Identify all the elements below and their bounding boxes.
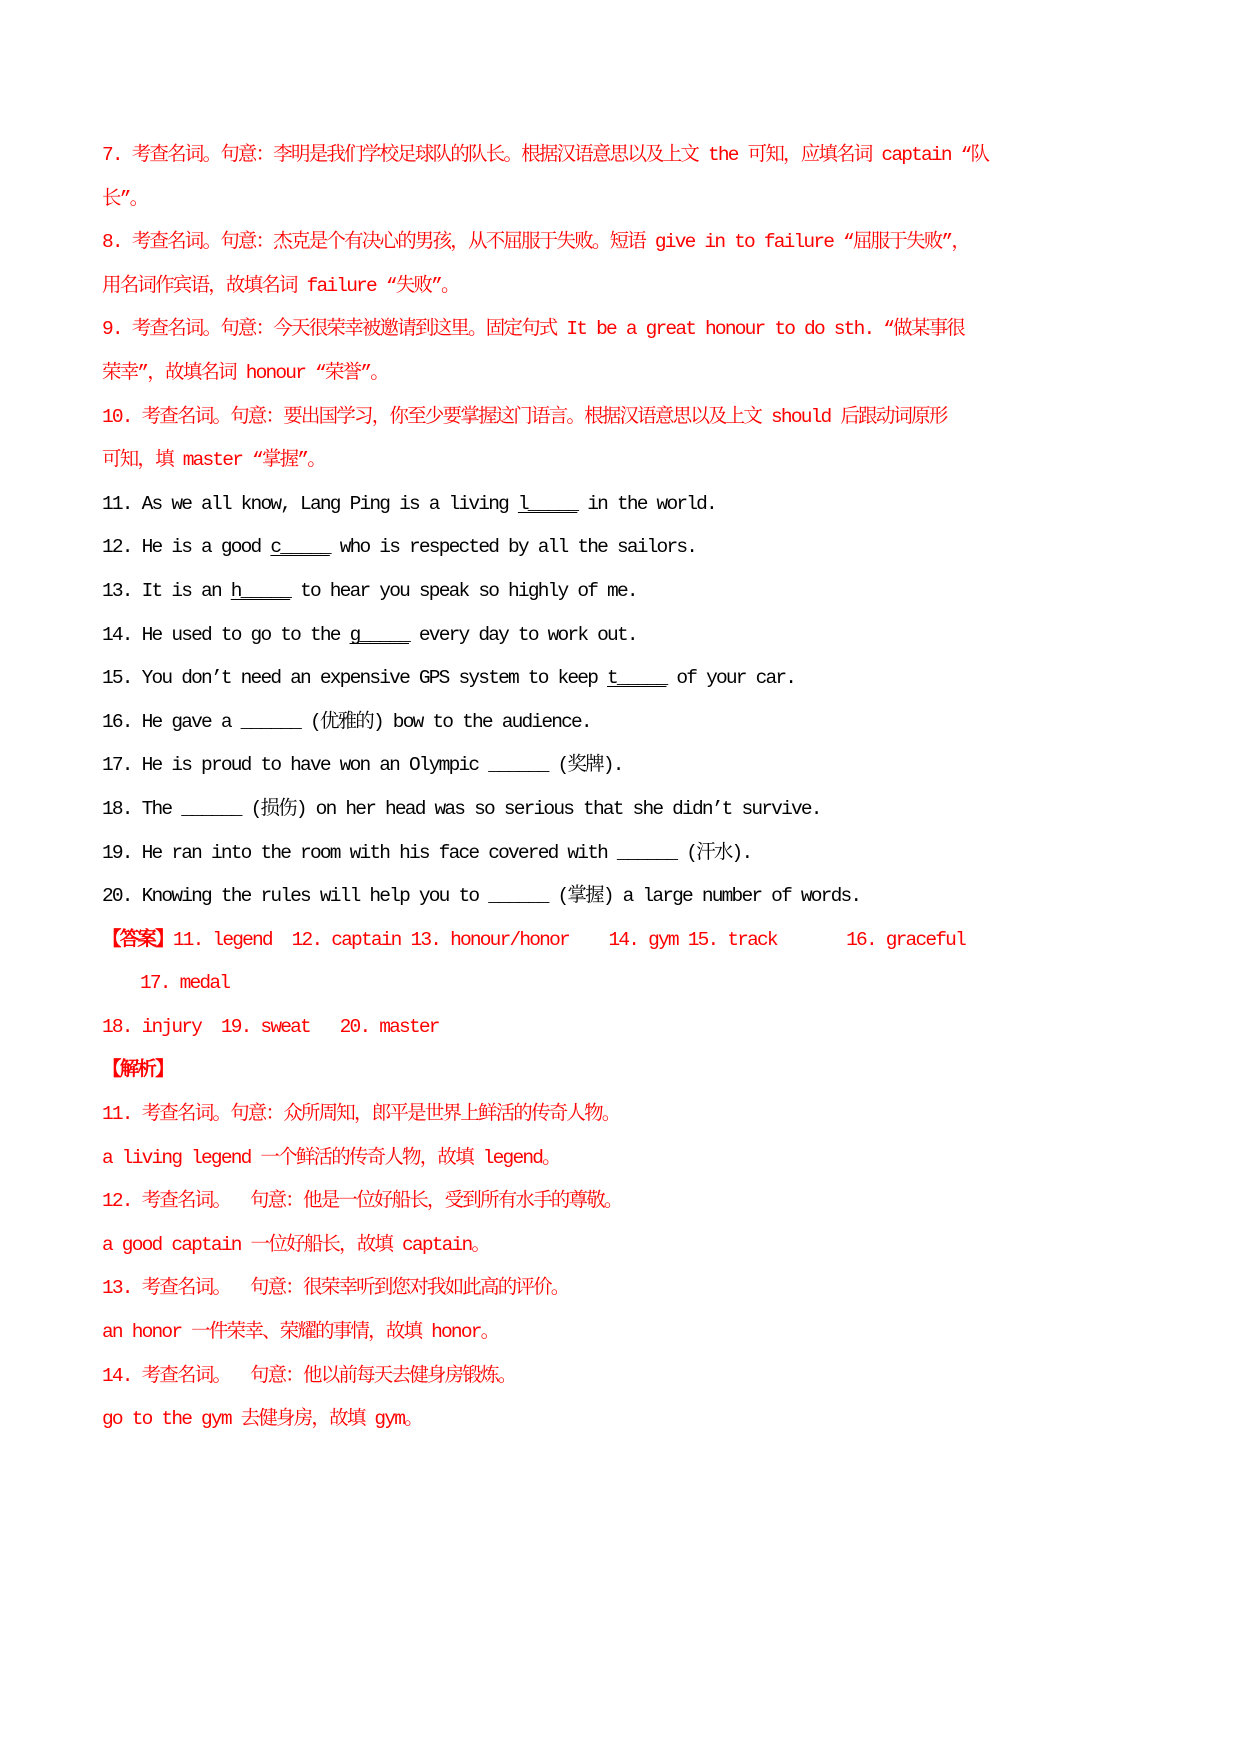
analysis-note: a good captain 一位好船长，故填 captain。 <box>102 1233 490 1256</box>
explanation-line <box>102 221 1202 265</box>
analysis-head: 13. 考查名词。 句意：很荣幸听到您对我如此高的评价。 <box>102 1277 569 1300</box>
analysis-line <box>102 1224 1202 1268</box>
answer-blank: h_____ <box>230 579 291 602</box>
answer-blank: ______ <box>488 885 548 908</box>
explanation-text: 可知，填 master “掌握”。 <box>102 449 325 472</box>
answer-row <box>102 1006 1202 1050</box>
explanation-8 <box>102 221 1202 308</box>
answer-list: 17. medal <box>140 972 230 995</box>
analysis-line <box>102 1093 1202 1137</box>
question-14 <box>102 614 1202 658</box>
question-18 <box>102 788 1202 832</box>
question-number: 15. <box>102 667 132 690</box>
question-text-after: (优雅的) bow to the audience. <box>309 710 591 733</box>
question-13 <box>102 570 1202 614</box>
analysis-note: an honor 一件荣幸、荣耀的事情，故填 honor。 <box>102 1321 499 1344</box>
answer-list: 18. injury 19. sweat 20. master <box>102 1015 439 1038</box>
question-number: 18. <box>102 797 132 820</box>
question-text-before: The <box>141 797 172 820</box>
question-text-after: (掌握) a large number of words. <box>557 885 861 908</box>
analysis-line <box>102 1137 1202 1181</box>
answer-blank: ______ <box>488 754 548 777</box>
analysis-line <box>102 1398 1202 1442</box>
question-number: 17. <box>102 754 132 777</box>
question-text-before: You don’t need an expensive GPS system to keep <box>141 667 598 690</box>
question-11 <box>102 483 1202 527</box>
analysis-line <box>102 1180 1202 1224</box>
question-text-after: in the world. <box>587 492 716 515</box>
explanation-text: 7. 考查名词。句意：李明是我们学校足球队的队长。根据汉语意思以及上文 the 可知，应填名词 captain “队 <box>102 144 989 166</box>
question-text-before: It is an <box>141 579 221 602</box>
question-number: 16. <box>102 710 132 733</box>
explanation-line <box>102 308 1202 352</box>
analysis-item-12 <box>102 1180 1202 1267</box>
explanation-text: 荣幸”，故填名词 honour “荣誉”。 <box>102 361 388 384</box>
question-number: 11. <box>102 492 132 515</box>
analysis-item-11 <box>102 1093 1202 1180</box>
question-text-before: Knowing the rules will help you to <box>141 885 479 908</box>
answer-blank: ______ <box>240 710 301 733</box>
answer-row <box>102 919 1202 963</box>
answer-blank: t_____ <box>607 667 667 690</box>
explanation-line <box>102 178 1202 222</box>
question-text-before: He gave a <box>141 710 231 733</box>
question-16 <box>102 701 1202 745</box>
question-text-after: (汗水). <box>686 841 752 864</box>
analysis-item-13 <box>102 1267 1202 1354</box>
analysis-head: 12. 考查名词。 句意：他是一位好船长，受到所有水手的尊敬。 <box>102 1190 622 1213</box>
question-text-after: (奖牌). <box>557 754 623 777</box>
explanation-text: 9. 考查名词。句意：今天很荣幸被邀请到这里。固定句式 It be a great honour to do sth. “做某事很 <box>102 318 964 341</box>
explanation-line <box>102 439 1202 483</box>
question-17 <box>102 744 1202 788</box>
analysis-note: go to the gym 去健身房，故填 gym。 <box>102 1408 422 1431</box>
explanation-line <box>102 352 1202 396</box>
question-text-after: of your car. <box>676 667 796 690</box>
analysis-line <box>102 1355 1202 1399</box>
explanation-10 <box>102 396 1202 483</box>
answer-blank: l_____ <box>517 492 578 515</box>
explanation-line <box>102 134 1202 178</box>
question-number: 12. <box>102 536 132 559</box>
question-text-after: (损伤) on her head was so serious that she didn’t survive. <box>250 797 821 820</box>
answer-list: 11. legend 12. captain 13. honour/honor 14. gym 15. track 16. graceful <box>172 928 965 951</box>
analysis-note: a living legend 一个鲜活的传奇人物，故填 legend。 <box>102 1146 560 1169</box>
question-20 <box>102 875 1202 919</box>
explanation-text: 10. 考查名词。句意：要出国学习，你至少要掌握这门语言。根据汉语意思以及上文 should 后跟动词原形 <box>102 405 947 428</box>
explanation-9 <box>102 308 1202 395</box>
answer-row <box>102 962 1202 1006</box>
question-text-before: He used to go to the <box>141 623 340 646</box>
answer-blank: c_____ <box>270 536 330 559</box>
question-number: 20. <box>102 885 132 908</box>
answer-blank: ______ <box>181 797 241 820</box>
answer-label: 【答案】 <box>102 928 173 951</box>
document-body <box>102 134 1202 1442</box>
question-19 <box>102 832 1202 876</box>
question-number: 14. <box>102 623 132 646</box>
question-text-after: every day to work out. <box>418 623 637 646</box>
analysis-head: 14. 考查名词。 句意：他以前每天去健身房锻炼。 <box>102 1364 516 1387</box>
answer-blank: g_____ <box>349 623 409 646</box>
analysis-line <box>102 1311 1202 1355</box>
explanation-text: 用名词作宾语，故填名词 failure “失败”。 <box>102 274 459 297</box>
question-text-before: He is a good <box>141 536 261 559</box>
explanation-text: 8. 考查名词。句意：杰克是个有决心的男孩，从不屈服于失败。短语 give in to failure “屈服于失败”， <box>102 231 970 254</box>
question-number: 19. <box>102 841 132 864</box>
answer-blank: ______ <box>616 841 677 864</box>
question-text-before: As we all know, Lang Ping is a living <box>141 492 508 515</box>
explanation-line <box>102 396 1202 440</box>
explanation-line <box>102 265 1202 309</box>
analysis-item-14 <box>102 1355 1202 1442</box>
analysis-head: 11. 考查名词。句意：众所周知，郎平是世界上鲜活的传奇人物。 <box>102 1103 620 1126</box>
question-text-before: He ran into the room with his face covered with <box>141 841 608 864</box>
question-12 <box>102 526 1202 570</box>
question-15 <box>102 657 1202 701</box>
question-text-after: to hear you speak so highly of me. <box>300 579 637 602</box>
explanation-text: 长”。 <box>102 187 148 210</box>
analysis-heading <box>102 1049 1202 1093</box>
question-number: 13. <box>102 579 132 602</box>
question-text-after: who is respected by all the sailors. <box>339 536 697 559</box>
analysis-label: 【解析】 <box>102 1059 173 1082</box>
analysis-line <box>102 1267 1202 1311</box>
explanation-7 <box>102 134 1202 221</box>
question-text-before: He is proud to have won an Olympic <box>141 754 479 777</box>
